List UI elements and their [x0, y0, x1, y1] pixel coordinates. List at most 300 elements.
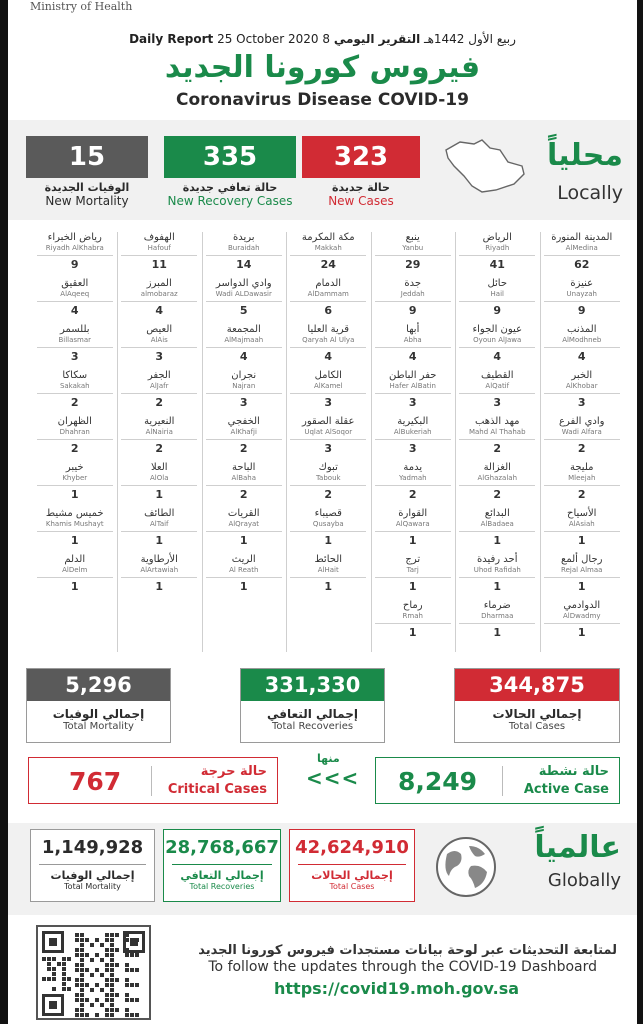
- city-cell: [33, 324, 118, 370]
- qr-module: [80, 1003, 84, 1007]
- city-divider: [459, 255, 535, 256]
- city-divider: [544, 255, 620, 256]
- city-case-count: 2: [408, 488, 417, 501]
- city-case-count: 2: [493, 488, 502, 501]
- arrows-glyph: <<<: [306, 766, 360, 790]
- city-name-ar: الطائف: [144, 508, 175, 519]
- city-name-en: AlAis: [150, 336, 168, 344]
- city-name-ar: الغزالة: [483, 462, 511, 473]
- global-mortality-label-ar: إجمالي الوفيات: [50, 869, 135, 882]
- globe-icon: [433, 834, 499, 900]
- qr-module: [85, 998, 89, 1002]
- global-mortality-card: [30, 829, 155, 902]
- qr-module: [110, 983, 114, 987]
- city-name-en: AlBaha: [231, 474, 257, 482]
- city-divider: [459, 347, 535, 348]
- city-cell: [33, 508, 118, 554]
- city-divider: [459, 577, 535, 578]
- qr-code[interactable]: [36, 925, 151, 1020]
- city-case-count: 3: [324, 396, 333, 409]
- qr-module: [95, 953, 99, 957]
- qr-module: [110, 973, 114, 977]
- city-name-ar: قرية العليا: [307, 324, 350, 335]
- city-cell: [455, 508, 540, 554]
- city-cell: [371, 232, 456, 278]
- city-name-ar: بريدة: [232, 232, 255, 243]
- qr-module: [62, 987, 66, 991]
- qr-module: [110, 998, 114, 1002]
- city-divider: [290, 485, 366, 486]
- qr-module: [125, 968, 129, 972]
- city-name-ar: أحد رفيدة: [476, 554, 518, 565]
- qr-module: [80, 1013, 84, 1017]
- city-name-ar: القوارة: [398, 508, 428, 519]
- city-cell: [117, 416, 202, 462]
- city-divider: [206, 531, 282, 532]
- qr-module: [80, 953, 84, 957]
- global-cases-divider: [298, 864, 406, 865]
- total-recoveries-label-ar: إجمالي التعافي: [267, 707, 358, 721]
- city-cell: [455, 232, 540, 278]
- city-name-en: Jeddah: [400, 290, 425, 298]
- column-divider: [117, 232, 118, 652]
- qr-module: [100, 973, 104, 977]
- qr-module: [85, 938, 89, 942]
- city-divider: [206, 301, 282, 302]
- city-name-en: Khyber: [62, 474, 88, 482]
- city-name-en: Wadi ALDawasir: [215, 290, 272, 298]
- city-name-en: AlOla: [150, 474, 169, 482]
- active-cases-value: 8,249: [398, 767, 478, 796]
- city-case-count: 11: [151, 258, 167, 271]
- city-divider: [544, 485, 620, 486]
- city-case-count: 2: [577, 488, 586, 501]
- total-mortality-card: [26, 668, 171, 743]
- city-cell: [117, 278, 202, 324]
- critical-cases-card: [28, 757, 278, 804]
- qr-module: [75, 933, 79, 937]
- city-case-count: 1: [577, 626, 586, 639]
- qr-module: [115, 933, 119, 937]
- qr-module: [125, 963, 129, 967]
- city-case-count: 1: [324, 534, 333, 547]
- city-case-count: 1: [239, 580, 248, 593]
- qr-module: [105, 953, 109, 957]
- city-cell: [202, 462, 287, 508]
- city-divider: [290, 347, 366, 348]
- city-cell: [540, 370, 625, 416]
- qr-module: [62, 962, 66, 966]
- city-cell: [117, 462, 202, 508]
- city-case-count: 4: [408, 350, 417, 363]
- qr-module: [75, 1008, 79, 1012]
- qr-module: [105, 938, 109, 942]
- report-date: 25 October 2020: [217, 32, 319, 46]
- city-cell: [202, 554, 287, 600]
- report-page: [8, 0, 637, 1024]
- city-name-ar: سكاكا: [62, 370, 88, 381]
- city-column: [117, 232, 202, 652]
- locally-heading-en: Locally: [557, 182, 623, 204]
- city-cell: [202, 278, 287, 324]
- city-cell: [117, 554, 202, 600]
- city-case-count: 62: [574, 258, 590, 271]
- qr-module: [130, 998, 134, 1002]
- qr-module: [105, 1008, 109, 1012]
- qr-module: [52, 957, 56, 961]
- city-divider: [459, 531, 535, 532]
- city-name-en: Mleejah: [568, 474, 596, 482]
- city-case-count: 3: [155, 350, 164, 363]
- city-name-ar: بللسمر: [59, 324, 90, 335]
- globally-heading-ar: عالمياً: [534, 830, 621, 865]
- qr-module: [105, 968, 109, 972]
- city-name-en: Buraidah: [227, 244, 260, 252]
- city-divider: [290, 255, 366, 256]
- city-name-ar: عنيزة: [570, 278, 594, 289]
- city-case-count: 41: [489, 258, 505, 271]
- city-cell: [202, 232, 287, 278]
- qr-module: [62, 977, 66, 981]
- city-name-ar: حفر الباطن: [389, 370, 437, 381]
- city-case-count: 2: [324, 488, 333, 501]
- qr-module: [110, 1013, 114, 1017]
- total-cases-card: [454, 668, 620, 743]
- city-case-count: 2: [577, 442, 586, 455]
- city-name-ar: جدة: [404, 278, 422, 289]
- city-cell: [33, 416, 118, 462]
- city-cell: [371, 600, 456, 646]
- report-label-ar: التقرير اليومي: [333, 32, 421, 46]
- qr-module: [110, 943, 114, 947]
- city-name-ar: الحائط: [314, 554, 343, 565]
- city-name-en: Unayzah: [566, 290, 597, 298]
- city-divider: [459, 393, 535, 394]
- city-case-count: 3: [324, 442, 333, 455]
- city-case-count: 1: [408, 534, 417, 547]
- city-name-en: AlMedina: [565, 244, 598, 252]
- city-case-count: 1: [324, 580, 333, 593]
- city-divider: [544, 577, 620, 578]
- qr-module: [52, 987, 56, 991]
- city-name-en: Billasmar: [58, 336, 92, 344]
- critical-cases-value: 767: [69, 767, 122, 796]
- city-name-en: AlDwadmy: [562, 612, 601, 620]
- city-name-ar: المجمعة: [226, 324, 261, 335]
- qr-module: [125, 953, 129, 957]
- qr-module: [125, 1008, 129, 1012]
- city-name-ar: الكامل: [314, 370, 342, 381]
- city-divider: [290, 439, 366, 440]
- city-divider: [121, 301, 197, 302]
- qr-module: [57, 962, 61, 966]
- city-cell: [286, 508, 371, 554]
- dashboard-link[interactable]: https://covid19.moh.gov.sa: [274, 979, 520, 998]
- city-cell: [33, 462, 118, 508]
- city-cell: [540, 232, 625, 278]
- city-name-en: AlArtawiah: [140, 566, 179, 574]
- city-divider: [121, 255, 197, 256]
- qr-module: [105, 998, 109, 1002]
- qr-module: [49, 1001, 57, 1009]
- city-divider: [544, 531, 620, 532]
- qr-module: [90, 988, 94, 992]
- city-name-en: Hafouf: [147, 244, 171, 252]
- city-name-ar: النعيرية: [144, 416, 175, 427]
- city-cell: [286, 324, 371, 370]
- new-cases-stat: [302, 136, 420, 208]
- city-case-count: 9: [408, 304, 417, 317]
- city-column: [371, 232, 456, 652]
- city-name-en: Yanbu: [402, 244, 424, 252]
- city-name-en: AlQawara: [395, 520, 430, 528]
- qr-module: [80, 958, 84, 962]
- city-divider: [206, 577, 282, 578]
- qr-module: [52, 972, 56, 976]
- qr-module: [75, 978, 79, 982]
- qr-module: [100, 1003, 104, 1007]
- city-divider: [37, 439, 113, 440]
- city-case-count: 1: [155, 580, 164, 593]
- city-name-en: Oyoun AlJawa: [473, 336, 522, 344]
- qr-module: [67, 977, 71, 981]
- qr-module: [47, 957, 51, 961]
- active-label-en: Active Case: [523, 782, 609, 797]
- city-cell: [286, 370, 371, 416]
- qr-module: [125, 998, 129, 1002]
- city-name-en: Riyadh: [485, 244, 510, 252]
- city-name-ar: المذنب: [567, 324, 597, 335]
- city-cell: [455, 462, 540, 508]
- active-divider: [502, 766, 503, 796]
- city-name-en: Uhod Rafidah: [473, 566, 521, 574]
- qr-module: [80, 973, 84, 977]
- qr-module: [62, 957, 66, 961]
- city-name-ar: خيبر: [65, 462, 84, 473]
- critical-label-en: Critical Cases: [167, 782, 267, 797]
- qr-module: [52, 967, 56, 971]
- city-case-count: 4: [493, 350, 502, 363]
- city-name-ar: الباحة: [232, 462, 256, 473]
- qr-module: [135, 938, 139, 942]
- global-cases-value: 42,624,910: [295, 837, 409, 858]
- city-divider: [290, 393, 366, 394]
- qr-module: [100, 988, 104, 992]
- city-name-ar: القطيف: [481, 370, 514, 381]
- city-name-ar: حائل: [487, 278, 508, 289]
- city-cell: [371, 278, 456, 324]
- city-case-count: 2: [70, 442, 79, 455]
- qr-module: [75, 983, 79, 987]
- city-cell: [540, 324, 625, 370]
- report-hijri-date: 8 ربيع الأول 1442هـ: [322, 32, 516, 46]
- city-cell: [117, 324, 202, 370]
- footer-text-en: To follow the updates through the COVID-19 Dashboard: [208, 959, 597, 975]
- qr-module: [125, 933, 129, 937]
- city-name-en: AlHait: [317, 566, 339, 574]
- qr-module: [90, 1003, 94, 1007]
- city-cell: [286, 554, 371, 600]
- city-name-ar: الأرطاوية: [140, 554, 178, 565]
- city-divider: [37, 393, 113, 394]
- city-case-count: 1: [155, 488, 164, 501]
- qr-module: [130, 968, 134, 972]
- city-name-ar: قصيباء: [314, 508, 342, 519]
- qr-module: [80, 948, 84, 952]
- city-name-en: AlBukeriah: [393, 428, 432, 436]
- city-name-en: Riyadh AlKhabra: [45, 244, 104, 252]
- city-case-count: 1: [70, 488, 79, 501]
- city-divider: [121, 347, 197, 348]
- qr-module: [90, 973, 94, 977]
- city-cell: [202, 370, 287, 416]
- city-divider: [544, 439, 620, 440]
- qr-module: [110, 963, 114, 967]
- city-cell: [540, 278, 625, 324]
- city-name-en: Rmah: [402, 612, 423, 620]
- city-divider: [121, 577, 197, 578]
- critical-label-ar: حالة حرجة: [200, 764, 267, 779]
- city-cell: [455, 324, 540, 370]
- new-recoveries-stat: [164, 136, 296, 208]
- city-column: [455, 232, 540, 652]
- total-recoveries-card: [240, 668, 385, 743]
- qr-module: [110, 988, 114, 992]
- city-name-ar: مهد الذهب: [474, 416, 520, 427]
- city-divider: [37, 577, 113, 578]
- city-divider: [121, 393, 197, 394]
- qr-module: [80, 978, 84, 982]
- qr-module: [115, 1008, 119, 1012]
- city-name-en: AlBadaea: [480, 520, 514, 528]
- city-column: [540, 232, 625, 652]
- new-recoveries-label-ar: حالة تعافي جديدة: [182, 181, 278, 194]
- city-cell: [371, 462, 456, 508]
- city-case-count: 3: [493, 396, 502, 409]
- qr-module: [110, 958, 114, 962]
- global-mortality-value: 1,149,928: [41, 837, 144, 858]
- new-cases-value: 323: [302, 136, 420, 178]
- qr-module: [135, 953, 139, 957]
- city-column: [286, 232, 371, 652]
- city-divider: [206, 393, 282, 394]
- qr-module: [95, 983, 99, 987]
- city-name-ar: العلا: [150, 462, 168, 473]
- qr-module: [85, 1013, 89, 1017]
- column-divider: [371, 232, 372, 652]
- city-name-ar: يدمة: [403, 462, 423, 473]
- qr-module: [105, 1013, 109, 1017]
- qr-module: [80, 983, 84, 987]
- city-case-count: 1: [408, 580, 417, 593]
- city-name-ar: الدوادمي: [563, 600, 601, 611]
- qr-module: [75, 998, 79, 1002]
- qr-module: [85, 953, 89, 957]
- city-case-count: 6: [324, 304, 333, 317]
- footer-text-ar: لمتابعة التحديثات عبر لوحة بيانات مستجدات فيروس كورونا الجديد: [198, 943, 617, 958]
- city-cell: [455, 554, 540, 600]
- city-cell: [540, 554, 625, 600]
- city-name-ar: تبوك: [318, 462, 338, 473]
- qr-module: [110, 953, 114, 957]
- global-cases-label-ar: إجمالي الحالات: [311, 869, 393, 882]
- title-ar: فيروس كورونا الجديد: [164, 50, 481, 85]
- new-mortality-stat: [26, 136, 148, 208]
- city-name-ar: المبرز: [146, 278, 172, 289]
- city-divider: [375, 255, 451, 256]
- city-divider: [206, 255, 282, 256]
- city-divider: [544, 623, 620, 624]
- qr-module: [67, 957, 71, 961]
- city-case-count: 29: [405, 258, 421, 271]
- city-name-ar: رماح: [402, 600, 423, 611]
- city-cell: [371, 416, 456, 462]
- total-recoveries-value: 331,330: [241, 669, 384, 701]
- qr-module: [47, 962, 51, 966]
- city-divider: [375, 439, 451, 440]
- city-divider: [459, 439, 535, 440]
- city-divider: [37, 347, 113, 348]
- city-name-en: AlDelm: [62, 566, 88, 574]
- city-name-ar: وادي الفرع: [559, 416, 605, 427]
- column-divider: [455, 232, 456, 652]
- qr-module: [130, 953, 134, 957]
- city-case-count: 2: [239, 442, 248, 455]
- city-name-en: Yadmah: [398, 474, 427, 482]
- city-name-en: Tabouk: [315, 474, 341, 482]
- total-recoveries-label-en: Total Recoveries: [271, 721, 354, 732]
- global-recoveries-label-en: Total Recoveries: [189, 882, 255, 891]
- city-case-count: 9: [70, 258, 79, 271]
- qr-module: [135, 998, 139, 1002]
- city-name-ar: ينبع: [405, 232, 420, 243]
- new-mortality-label-en: New Mortality: [45, 194, 129, 208]
- city-divider: [544, 301, 620, 302]
- total-mortality-value: 5,296: [27, 669, 170, 701]
- city-case-count: 9: [493, 304, 502, 317]
- city-cell: [117, 232, 202, 278]
- city-name-en: Najran: [232, 382, 256, 390]
- city-case-count: 1: [70, 534, 79, 547]
- qr-module: [125, 993, 129, 997]
- qr-module: [135, 983, 139, 987]
- city-cell: [286, 278, 371, 324]
- city-name-en: AlDammam: [307, 290, 349, 298]
- left-border: [0, 0, 8, 1024]
- city-name-en: AlGhazalah: [477, 474, 518, 482]
- qr-module: [42, 957, 46, 961]
- qr-module: [115, 978, 119, 982]
- city-cell: [455, 600, 540, 646]
- qr-module: [95, 968, 99, 972]
- global-recoveries-label-ar: إجمالي التعافي: [180, 869, 264, 882]
- city-case-count: 4: [324, 350, 333, 363]
- city-name-ar: الأسياح: [567, 508, 597, 519]
- city-name-ar: رياض الخبراء: [47, 232, 102, 243]
- city-name-ar: رجال ألمع: [561, 554, 603, 565]
- qr-module: [115, 993, 119, 997]
- qr-module: [52, 977, 56, 981]
- new-cases-label-ar: حالة جديدة: [332, 181, 390, 194]
- city-case-count: 4: [239, 350, 248, 363]
- critical-divider: [151, 766, 152, 796]
- qr-module: [75, 1013, 79, 1017]
- city-cell: [117, 508, 202, 554]
- city-cell: [540, 462, 625, 508]
- city-divider: [375, 485, 451, 486]
- qr-module: [67, 987, 71, 991]
- city-case-count: 1: [493, 580, 502, 593]
